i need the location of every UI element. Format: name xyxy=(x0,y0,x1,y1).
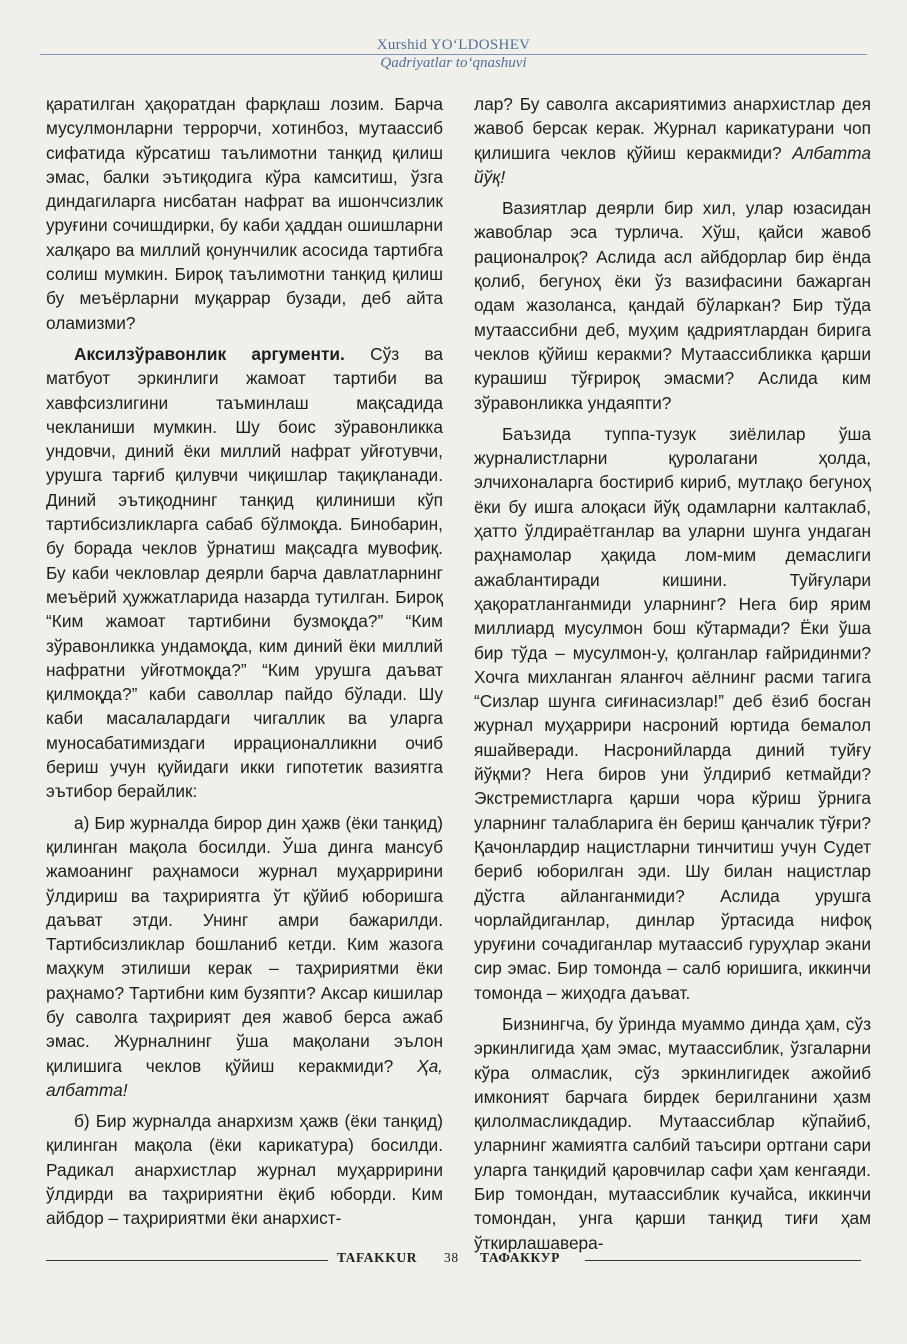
left-column xyxy=(46,92,443,1231)
paragraph: Баъзида туппа-тузук зиёлилар ўша журналистларни қуролагани ҳолда, элчихоналарга бостириб кириб, мутлақо бегуноҳ ёки бу ишга алоқаси йўқ одамларни калтаклаб, ҳатто ўлдираётганлар ва уларни шунга ундаган раҳнамолар ҳақида лом-мим демаслиги ажаблантиради кишини. Туйғулари ҳақоратланганмиди уларнинг? Нега бир ярим миллиард мусулмон бош кўтармади? Ёки ўша бир тўда – мусулмон-у, қолганлар ғайридинми? Хочга михланган яланғоч аёлнинг расми тагига “Сизлар шунга сиғинасизлар!” деб ёзиб босган журнал муҳаррири насроний юртида бемалол яшайверади. Насронийларда диний туйғу йўқми? Нега биров уни ўлдириб кетмайди? Экстремистларга қарши чора кўриш ўрнига уларнинг талабларига ён бериш қанчалик тўғри? Қачонлардир нацистларни тинчитиш учун Судет бериб юборилган эди. Шу билан нацистлар дўстга айланганмиди? Аслида урушга чорлайдиганлар, динлар ўртасида нифоқ уруғини сочадиганлар мутаассиб гуруҳлар экани сир эмас. Бир томонда – салб юришига, иккинчи томонда – жиҳодга даъват. xyxy=(474,423,871,1003)
paragraph xyxy=(474,92,871,189)
emphasis-answer: Ҳа, албатта! xyxy=(46,1055,443,1100)
paragraph-text: лар? Бу саволга аксариятимиз анархистлар дея жавоб берсак керак. Журнал карикатурани чоп қилишига чеклов қўйиш керакмиди? xyxy=(474,94,871,163)
footer-rule-left xyxy=(46,1260,328,1261)
paragraph-case-a xyxy=(46,811,443,1103)
footer-title-cyrillic: ТАФАККУР xyxy=(480,1250,560,1265)
header-rule xyxy=(40,54,867,55)
emphasis-answer: Албатта йўқ! xyxy=(474,142,871,187)
header-series: Qadriyatlar to‘qnashuvi xyxy=(380,55,527,71)
paragraph: Вазиятлар деярли бир хил, улар юзасидан жавоблар эса турлича. Хўш, қайси жавоб рационалроқ? Аслида асл айбдорлар бир ёнда қолиб, бегуноҳ ёки ўз вазифасини бажарган одам жазоланса, қандай бўларкан? Бир тўда мутаассибни деб, муҳим қадриятлардан бирига чеклов қўйиш керакми? Мутаассибликка қарши курашиш тўғрироқ эмасми? Аслида ким зўравонликка ундаяпти? xyxy=(474,198,871,413)
footer-title-latin: TAFAKKUR xyxy=(337,1250,418,1265)
paragraph-case-b: б) Бир журналда анархизм ҳажв (ёки танқид) қилинган мақола (ёки карикатура) босилди. Радикал анархистлар журнал муҳарририни ўлдирди ва таҳририятни ёқиб юборди. Ким айбдор – таҳририятми ёки анархист- xyxy=(46,1111,443,1229)
section-lead: Аксилзўравонлик аргументи. xyxy=(74,343,345,364)
running-header xyxy=(0,36,907,72)
header-author: Xurshid YO‘LDOSHEV xyxy=(376,37,531,53)
footer-rule-right xyxy=(585,1260,861,1261)
paragraph: Бизнингча, бу ўринда муаммо динда ҳам, сўз эркинлигида ҳам эмас, мутаассиблик, ўзгаларни кўра олмаслик, сўз эркинлигидек ажойиб имконият барчага бирдек берилганини ҳазм қилолмасликдадир. Мутаассиблар кўпайиб, уларнинг жамиятга салбий таъсири ортгани сари уларга танқидий қаровчилар сафи ҳам кенгаяди. Бир томондан, мутаассиблик кучайса, иккинчи томондан, унга қарши танқид тиғи ҳам ўткирлашавера- xyxy=(474,1013,871,1253)
paragraph-text: а) Бир журналда бирор дин ҳажв (ёки танқид) қилинган мақола босилди. Ўша динга мансуб жамоанинг раҳнамоси журнал муҳарририни ўлдириш ва таҳририятга ўт қўйиб юборишга даъват этди. Унинг амри бажарилди. Тартибсизликлар бошланиб кетди. Ким жазога маҳкум этилиши керак – таҳририятми ёки раҳнамо? Тартибни ким бузяпти? Аксар кишилар бу саволга таҳририят дея жавоб берса ажаб эмас. Журналнинг ўша мақолани эълон қилишига чеклов қўйиш керакмиди? xyxy=(46,812,443,1076)
page-number: 38 xyxy=(444,1250,459,1265)
page-footer xyxy=(0,1250,907,1270)
paragraph: қаратилган ҳақоратдан фарқлаш лозим. Барча мусулмонларни террорчи, хотинбоз, мутаассиб сифатида кўрсатиш таълимотни танқид қилиш эмас, балки эътиқодига кўра камситиш, ўзга диндагиларга нисбатан нафрат ва ишончсизлик уруғини сочишдирки, бу каби ҳаддан ошишларни халқаро ва миллий қонунчилик асосида тартибга солиш мумкин. Бироқ таълимотни танқид қилиш бу меъёрларни муқаррар бузади, деб айта оламизми? xyxy=(46,94,443,333)
paragraph-text: Сўз ва матбуот эркинлиги жамоат тартиби ва хавфсизлигини таъминлаш мақсадида чекланиши мумкин. Шу боис зўравонликка ундовчи, диний ёки миллий нафрат уйғотувчи, урушга тарғиб қилувчи чиқишлар тақиқланади. Диний эътиқоднинг танқид қилиниши кўп тартибсизликларга сабаб бўлмоқда. Бинобарин, бу борада чеклов ўрнатиш мақсадга мувофиқ. Бу каби чекловлар деярли барча давлатларнинг меъёрий ҳужжатларида назарда тутилган. Бироқ “Ким жамоат тартибини бузмоқда?” “Ким зўравонликка ундамоқда, ким диний ёки миллий нафратни уйғотмоқда?” “Ким урушга даъват қилмоқда?” каби саволлар пайдо бўлади. Шу каби масалалардаги чигаллик ва уларга муносабатимиздаги иррационалликни очиб бериш учун қуйидаги икки гипотетик вазиятга эътибор берайлик: xyxy=(46,343,443,802)
paragraph-argument xyxy=(46,342,443,804)
right-column xyxy=(474,92,871,1255)
